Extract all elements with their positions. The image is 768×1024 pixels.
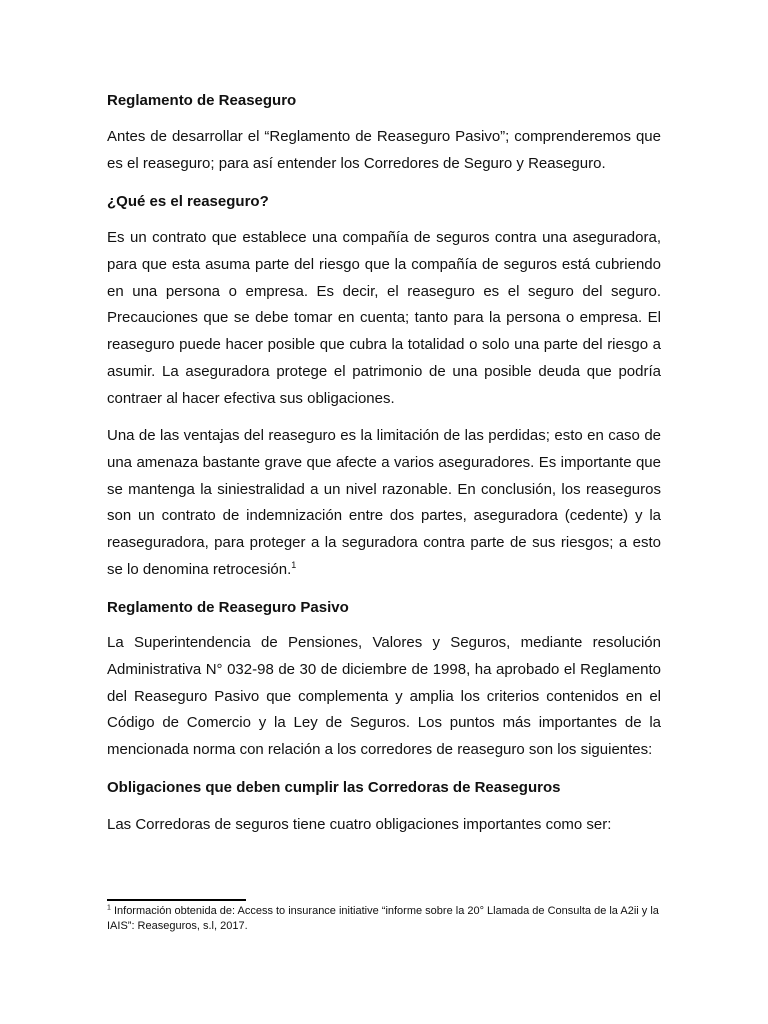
footnote-reference: 1 <box>291 559 297 570</box>
paragraph-definition: Es un contrato que establece una compañía de seguros contra una aseguradora, para que esta asuma parte del riesgo que la compañía de seguros está cubriendo en una persona o empresa. Es decir, el reaseguro es el seguro del seguro. Precauciones que se debe tomar en cuenta; tanto para la persona o empresa. El reaseguro puede hacer posible que cubra la totalidad o solo una parte del riesgo a asumir. La aseguradora protege el patrimonio de una posible deuda que podría contraer al hacer efectiva sus obligaciones. <box>107 229 661 407</box>
footnote <box>107 904 663 934</box>
paragraph-advantages-text: Una de las ventajas del reaseguro es la limitación de las perdidas; esto en caso de una amenaza bastante grave que afecte a varios aseguradores. Es importante que se mantenga la siniestralidad a un nivel razonable. En conclusión, los reaseguros son un contrato de indemnización entre dos partes, aseguradora (cedente) y la reaseguradora, para proteger a la seguradora contra parte de sus riesgos; a esto se lo denomina retrocesión. <box>107 427 661 578</box>
paragraph-obligaciones: Las Corredoras de seguros tiene cuatro obligaciones importantes como ser: <box>107 816 612 833</box>
heading-reaseguro-pasivo: Reglamento de Reaseguro Pasivo <box>107 599 349 616</box>
footnote-number: 1 <box>107 904 111 912</box>
heading-que-es: ¿Qué es el reaseguro? <box>107 193 269 210</box>
footnote-separator <box>107 899 246 901</box>
heading-reglamento: Reglamento de Reaseguro <box>107 92 297 109</box>
footnote-text: Información obtenida de: Access to insurance initiative “informe sobre la 20° Llamada de Consulta de la A2ii y la IAIS”: Reaseguros, s.l, 2017. <box>107 905 659 932</box>
paragraph-advantages <box>107 423 661 584</box>
intro-paragraph: Antes de desarrollar el “Reglamento de Reaseguro Pasivo”; comprenderemos que es el reaseguro; para así entender los Corredores de Seguro y Reaseguro. <box>107 128 661 172</box>
heading-obligaciones: Obligaciones que deben cumplir las Corredoras de Reaseguros <box>107 779 561 796</box>
paragraph-superintendencia: La Superintendencia de Pensiones, Valores y Seguros, mediante resolución Administrativa N° 032-98 de 30 de diciembre de 1998, ha aprobado el Reglamento del Reaseguro Pasivo que complementa y amplia los criterios contenidos en el Código de Comercio y la Ley de Seguros. Los puntos más importantes de la mencionada norma con relación a los corredores de reaseguro son los siguientes: <box>107 634 661 759</box>
